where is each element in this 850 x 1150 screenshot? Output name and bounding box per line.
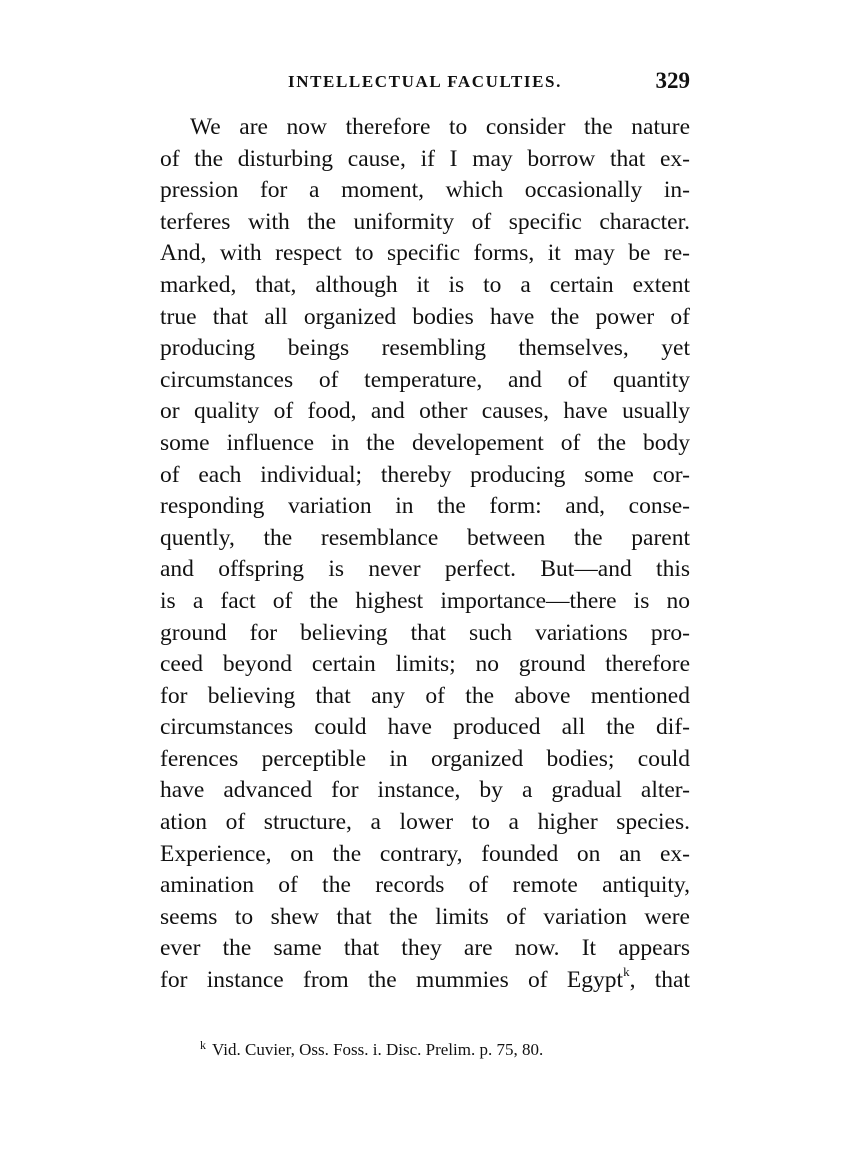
text-line-with-footnote-ref: [160, 965, 690, 997]
text-line: true that all organized bodies have the power of: [160, 303, 690, 330]
text-line: for believing that any of the above mentioned: [160, 682, 690, 709]
text-line: quently, the resemblance between the parent: [160, 524, 690, 551]
text-fragment: , that: [629, 967, 690, 994]
text-line: of the disturbing cause, if I may borrow that ex-: [160, 145, 690, 172]
text-line: ceed beyond certain limits; no ground therefore: [160, 651, 690, 678]
text-fragment: for instance from the mummies of Egypt: [160, 967, 624, 994]
text-line: ation of structure, a lower to a higher species.: [160, 809, 690, 836]
text-line: circumstances could have produced all the dif-: [160, 714, 690, 741]
text-line: ferences perceptible in organized bodies; could: [160, 745, 690, 772]
footnote-mark: k: [200, 1038, 206, 1052]
text-line: some influence in the developement of the body: [160, 429, 690, 456]
text-line: is a fact of the highest importance—there is no: [160, 587, 690, 614]
text-line: have advanced for instance, by a gradual alter-: [160, 777, 690, 804]
text-line: seems to shew that the limits of variation were: [160, 903, 690, 930]
body-text: [160, 112, 690, 997]
footnote-text: Vid. Cuvier, Oss. Foss. i. Disc. Prelim. p. 75, 80.: [212, 1040, 544, 1059]
text-line: amination of the records of remote antiquity,: [160, 872, 690, 899]
text-line: And, with respect to specific forms, it may be re-: [160, 240, 690, 267]
text-line: and offspring is never perfect. But—and this: [160, 556, 690, 583]
running-head-title: INTELLECTUAL FACULTIES.: [288, 72, 562, 91]
text-line: Experience, on the contrary, founded on an ex-: [160, 840, 690, 867]
footnote-reference[interactable]: k: [623, 965, 630, 980]
running-head: [160, 68, 690, 106]
text-line: producing beings resembling themselves, yet: [160, 335, 690, 362]
text-line: pression for a moment, which occasionally in-: [160, 177, 690, 204]
text-line: We are now therefore to consider the nature: [190, 114, 690, 140]
page-number: 329: [655, 68, 690, 93]
text-line: ever the same that they are now. It appears: [160, 935, 690, 962]
text-line: marked, that, although it is to a certain extent: [160, 271, 690, 298]
text-line: circumstances of temperature, and of quantity: [160, 366, 690, 393]
text-line: or quality of food, and other causes, have usually: [160, 398, 690, 425]
text-line: of each individual; thereby producing some cor-: [160, 461, 690, 488]
footnote: [200, 1040, 543, 1060]
text-line: terferes with the uniformity of specific character.: [160, 208, 690, 235]
text-line: ground for believing that such variations pro-: [160, 619, 690, 646]
text-line: responding variation in the form: and, conse-: [160, 493, 690, 520]
